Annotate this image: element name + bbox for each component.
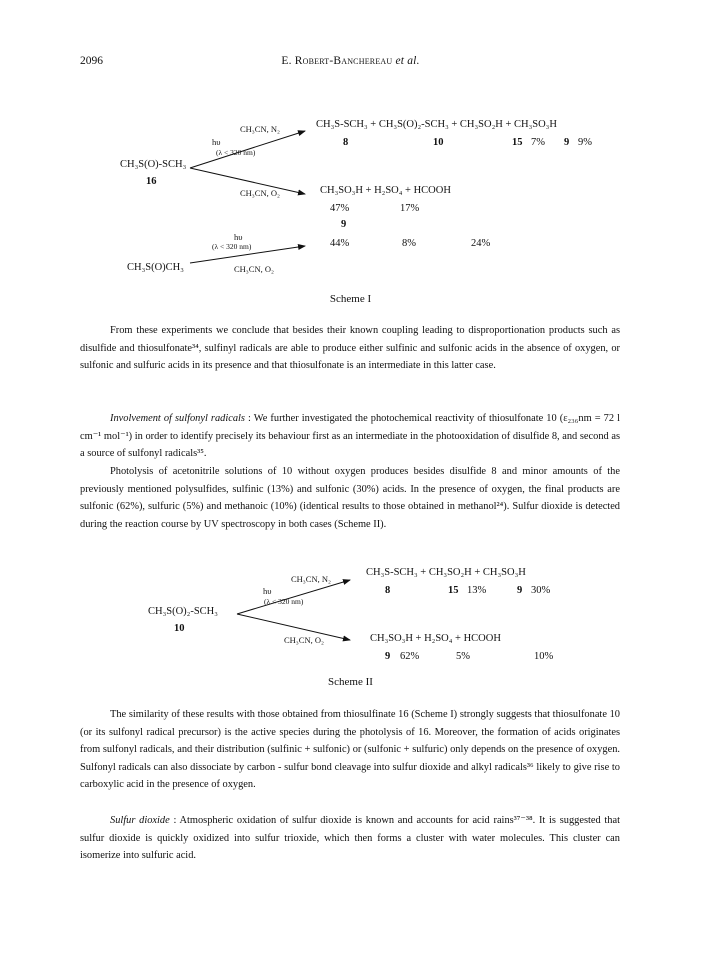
page-number: 2096	[80, 55, 103, 67]
scheme-1-top-products: CH₃S-SCH₃ + CH₃S(O)₂-SCH₃ + CH₃SO₂H + CH₃SO₃H	[316, 119, 557, 130]
paragraph-5-heading: Sulfur dioxide	[110, 815, 170, 826]
scheme-2-label-8: 8	[385, 585, 391, 596]
scheme-1-caption: Scheme I	[329, 293, 372, 305]
scheme-2-yield-9: 30%	[531, 585, 551, 596]
scheme-1-second-wavelength: (λ < 320 nm)	[212, 242, 252, 251]
paragraph-1-text: From these experiments we conclude that besides their known coupling leading to disproportionation products such as disulfide and thiosulfonate³⁴, sulfinyl radicals are able to produce either sulfinic and sulfonic acids in the absence of oxygen, or sulfonic and sulfuric acids in its presence and that thiosulfonate is an intermediate in this latter case.	[80, 325, 620, 372]
running-title-prefix: E.	[281, 55, 295, 67]
scheme-1-label-15: 15	[512, 137, 523, 148]
scheme-1-light: hυ	[212, 137, 221, 147]
scheme-1-yield-9: 9%	[578, 137, 592, 148]
scheme-2-light: hυ	[263, 586, 272, 596]
running-title-etal: et al.	[392, 55, 420, 67]
scheme-1-yield-a: 47%	[330, 203, 350, 214]
scheme-1-bottom-products: CH₃SO₃H + H₂SO₄ + HCOOH	[320, 185, 451, 196]
scheme-1-yield-15: 7%	[531, 137, 545, 148]
paragraph-2-heading: Involvement of sulfonyl radicals	[110, 413, 245, 424]
scheme-1-second-yield-b: 8%	[402, 238, 416, 249]
scheme-1-label-10: 10	[433, 137, 444, 148]
paragraph-5	[80, 812, 620, 865]
scheme-1-second-light: hυ	[234, 232, 243, 242]
scheme-1-second-conditions: CH₃CN, O₂	[234, 264, 274, 274]
scheme-2-top-products: CH₃S-SCH₃ + CH₃SO₂H + CH₃SO₃H	[366, 567, 526, 578]
scheme-2-bottom-products: CH₃SO₃H + H₂SO₄ + HCOOH	[370, 633, 501, 644]
scheme-1-yield-b: 17%	[400, 203, 420, 214]
scheme-1-label-8: 8	[343, 137, 349, 148]
scheme-2-wavelength: (λ < 320 nm)	[264, 597, 304, 606]
scheme-1-second-reactant: CH₃S(O)CH₃	[127, 262, 184, 273]
scheme-2-bottom-yield-c: 10%	[534, 651, 554, 662]
scheme-1-reactant: CH₃S(O)-SCH₃	[120, 159, 187, 170]
scheme-2-reactant: CH₃S(O)₂-SCH₃	[148, 606, 218, 617]
scheme-2-label-9: 9	[517, 585, 523, 596]
scheme-1-second-yield-a: 44%	[330, 238, 350, 249]
paragraph-5-text: : Atmospheric oxidation of sulfur dioxide is known and accounts for acid rains³⁷⁻³⁸. It is suggested that sulfur dioxide is quickly oxidized into sulfur trioxide, which then forms a cluster with water molecules. This cluster can isomerize into sulfuric acid.	[80, 815, 620, 862]
scheme-1-second-yield-c: 24%	[471, 238, 491, 249]
scheme-2-label-15: 15	[448, 585, 459, 596]
scheme-2-reactant-label: 10	[174, 623, 185, 634]
paragraph-4	[80, 706, 620, 794]
scheme-2-top-conditions: CH₃CN, N₂	[291, 574, 331, 584]
paragraph-2-text: : We further investigated the photochemical reactivity of thiosulfonate 10 (ε₂₃₆nm = 72 l cm⁻¹ mol⁻¹) in order to identify precisely its behaviour first as an intermediate in the photooxidation of disulfide 8, and second as a source of sulfonyl radicals³⁵.	[80, 413, 620, 460]
scheme-2-bottom-yield-a: 62%	[400, 651, 420, 662]
paragraph-3-text: Photolysis of acetonitrile solutions of 10 without oxygen produces besides disulfide 8 and minor amounts of the previously mentioned polysulfides, sulfinic (13%) and sulfonic (30%) acids. In the presence of oxygen, the final products are sulfonic (62%), sulfuric (5%) and methanoic (10%) (identical results to those obtained in methanol²⁴). Sulfur dioxide is detected during the reaction course by UV spectroscopy in both cases (Scheme II).	[80, 466, 620, 530]
running-title-author: Robert-Banchereau	[294, 55, 393, 67]
scheme-1-top-conditions: CH₃CN, N₂	[240, 124, 280, 134]
scheme-2-yield-15: 13%	[467, 585, 487, 596]
scheme-2-bottom-yield-b: 5%	[456, 651, 470, 662]
paragraph-4-text: The similarity of these results with those obtained from thiosulfinate 16 (Scheme I) strongly suggests that thiosulfonate 10 (or its sulfonyl radical precursor) is the active species during the photolysis of 16. Moreover, the formation of acids originates from sulfonyl radicals, and their distribution (sulfinic + sulfonic) or (sulfonic + sulfuric) only depends on the presence of oxygen. Sulfonyl radicals can also dissociate by carbon - sulfur bond cleavage into sulfur dioxide and alkyl radicals³⁶ likely to give rise to carboxylic acid in the presence of oxygen.	[80, 709, 620, 791]
scheme-1-bottom-conditions: CH₃CN, O₂	[240, 188, 280, 198]
scheme-1-wavelength: (λ < 320 nm)	[216, 148, 256, 157]
scheme-1-reactant-label: 16	[146, 176, 157, 187]
scheme-1-label-9: 9	[564, 137, 570, 148]
scheme-1-bottom-label-9: 9	[341, 219, 347, 230]
scheme-2-caption: Scheme II	[328, 676, 373, 688]
scheme-2-bottom-label-9: 9	[385, 651, 391, 662]
scheme-2-bottom-conditions: CH₃CN, O₂	[284, 635, 324, 645]
